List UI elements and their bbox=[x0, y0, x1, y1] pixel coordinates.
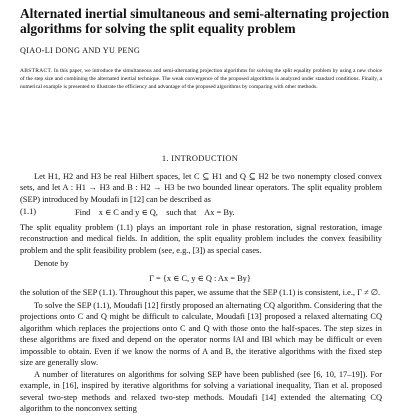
paragraph-denote: Denote by bbox=[34, 259, 69, 268]
abstract bbox=[20, 67, 382, 91]
equation-body: Find x ∈ C and y ∈ Q, such that Ax = By. bbox=[75, 208, 235, 217]
section-heading: 1. INTRODUCTION bbox=[161, 154, 239, 163]
paragraph-literature: A number of literatures on algorithms for solving SEP have been published (see [6, 10, 17–19]). For example, in [16], inspired by iterative algorithms for solving a variational inequality, Tian et al. proposed several two-step methods and relaxed two-step methods. Moudafi [14] extended the alternating CQ algorithm to the nonconvex setting bbox=[20, 370, 382, 414]
paper-authors: QIAO-LI DONG AND YU PENG bbox=[20, 46, 141, 55]
abstract-text: In this paper, we introduce the simultaneous and semi-alternating projection algorithms for solving the split equality problem by using a new choice of the step size and combining the alternated inertial technique. The weak convergence of the proposed algorithms is analyzed under standard conditions. Finally, a numerical example is presented to illustrate the efficiency and advantage of the proposed algorithms by comparing with other methods. bbox=[20, 68, 383, 90]
abstract-label: ABSTRACT. bbox=[20, 68, 53, 74]
paragraph-solution: the solution of the SEP (1.1). Throughout this paper, we assume that the SEP (1.1) is consistent, i.e., Γ ≠ ∅. bbox=[20, 288, 381, 297]
equation-solution-set: Γ = {x ∈ C, y ∈ Q : Ax = By} bbox=[149, 274, 251, 283]
paragraph-intro: Let H1, H2 and H3 be real Hilbert spaces, let C ⊆ H1 and Q ⊆ H2 be two nonempty closed convex sets, and let A : H1 → H3 and B : H2 → H3 be two bounded linear operators. The split equality problem (SEP) introduced by Moudafi in [12] can be described as bbox=[20, 172, 382, 204]
paragraph-applications: The split equality problem (1.1) plays an important role in phase restoration, signal restoration, image reconstruction and medical fields. In addition, the split equality problem includes the convex feasibility problem and the split feasibility problem (see, e.g., [3]) as special cases. bbox=[20, 223, 382, 255]
equation-label: (1.1) bbox=[20, 207, 37, 216]
paragraph-moudafi: To solve the SEP (1.1), Moudafi [12] firstly proposed an alternating CQ algorithm. Considering that the projections onto C and Q might be difficult to calculate, Moudafi [13] proposed a relaxed alternating CQ algorithm which replaces the projections onto C and Q with those onto the half-spaces. The step sizes in these algorithms are fixed and depend on the operator norms ‖A‖ and ‖B‖ which may be difficult or even impossible to obtain. Even if we know the norms of A and B, the iterative algorithms with the fixed step size are generally slow. bbox=[20, 301, 382, 368]
paper-title: Alternated inertial simultaneous and semi-alternating projection algorithms for solving the split equality problem bbox=[20, 6, 390, 36]
equation-1-1 bbox=[20, 207, 382, 219]
